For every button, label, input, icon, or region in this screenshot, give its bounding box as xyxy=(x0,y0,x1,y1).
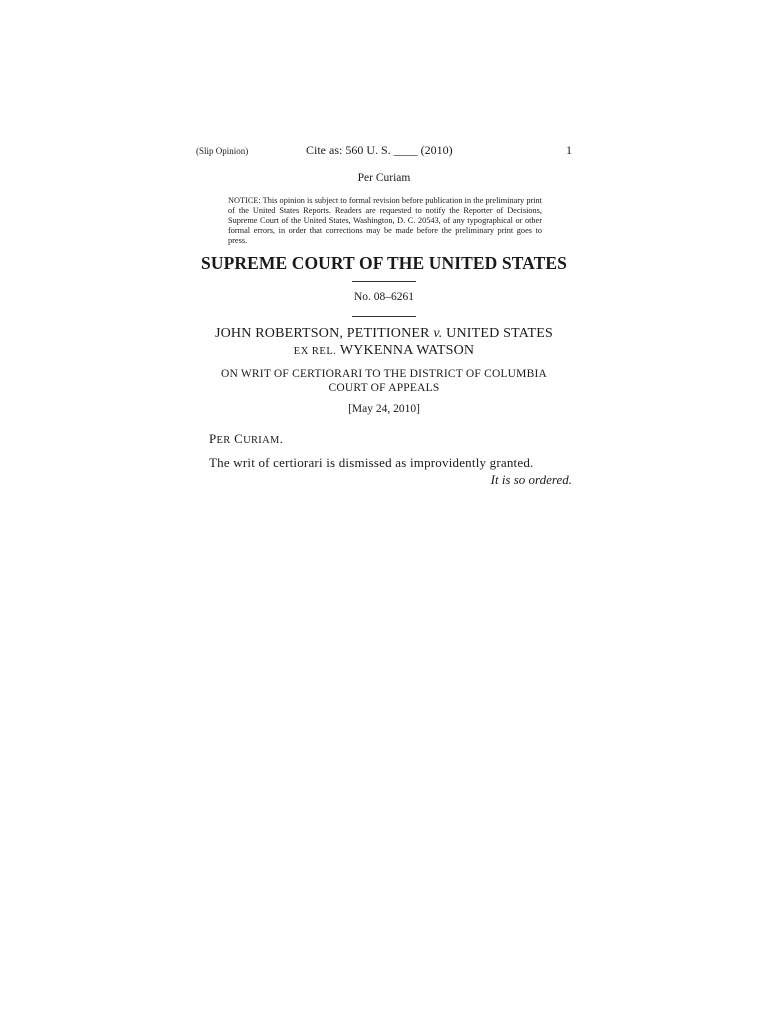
per-curiam-initial-p: P xyxy=(209,431,217,446)
court-name: SUPREME COURT OF THE UNITED STATES xyxy=(201,253,567,273)
ex-rel: EX REL. xyxy=(293,346,337,357)
per-curiam-period: . xyxy=(279,431,284,446)
citation: Cite as: 560 U. S. ____ (2010) xyxy=(306,143,453,157)
opinion-paragraph: The writ of certiorari is dismissed as improvidently granted. xyxy=(209,455,534,470)
divider-rule-bottom xyxy=(352,316,416,317)
divider-rule-top xyxy=(352,281,416,282)
writ-line-1: ON WRIT OF CERTIORARI TO THE DISTRICT OF COLUMBIA xyxy=(220,368,548,380)
caption-line-2 xyxy=(0,342,768,360)
writ-description xyxy=(0,367,768,395)
writ-line-2: COURT OF APPEALS xyxy=(328,382,440,394)
per-curiam-heading: Per Curiam xyxy=(357,172,411,184)
opinion-body xyxy=(196,430,572,488)
per-curiam-er: ER xyxy=(216,435,231,446)
decision-date: [May 24, 2010] xyxy=(348,403,420,415)
per-curiam-initial-c: C xyxy=(230,431,244,446)
respondent: UNITED STATES xyxy=(446,326,554,341)
versus: v. xyxy=(433,326,443,341)
notice-text: NOTICE: This opinion is subject to formal revision before publication in the preliminary print of the United States Reports. Readers are requested to notify the Reporter of Decisions, Supreme Court of the United States, Washington, D. C. 20543, of any typographical or other formal errors, in order that corrections may be made before the preliminary print goes to press. xyxy=(228,196,542,245)
caption-line-1 xyxy=(0,325,768,342)
docket-number: No. 08–6261 xyxy=(353,291,415,303)
slip-opinion-label: (Slip Opinion) xyxy=(196,146,249,156)
case-caption xyxy=(0,325,768,360)
per-curiam-signature xyxy=(196,430,572,449)
petitioner: JOHN ROBERTSON, PETITIONER xyxy=(214,326,430,341)
relator: WYKENNA WATSON xyxy=(339,343,475,358)
per-curiam-uriam: URIAM xyxy=(243,435,280,446)
closing-order: It is so ordered. xyxy=(490,472,572,487)
page-header xyxy=(196,143,572,159)
page-number: 1 xyxy=(566,143,572,157)
